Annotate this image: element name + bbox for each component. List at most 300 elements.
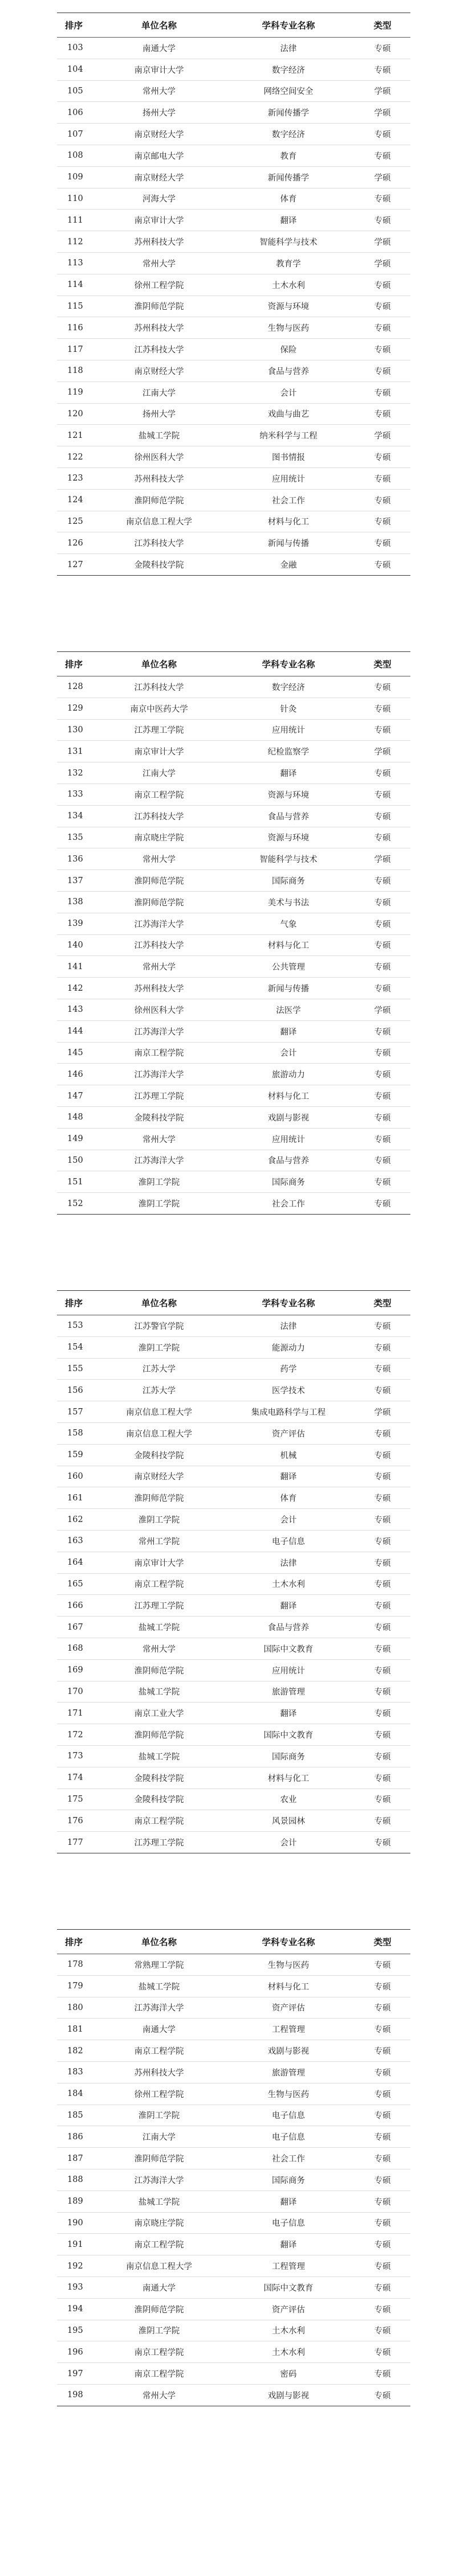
type-cell: 专硕 bbox=[374, 898, 391, 908]
rank-cell: 193 bbox=[67, 2283, 83, 2292]
type-cell: 专硕 bbox=[374, 496, 391, 506]
table-row bbox=[57, 102, 410, 124]
rank-cell: 136 bbox=[67, 854, 83, 864]
table-row bbox=[57, 1531, 410, 1552]
table-row bbox=[57, 1997, 410, 2019]
table-row bbox=[57, 2148, 410, 2169]
rank-cell: 194 bbox=[67, 2304, 83, 2314]
major-name-cell: 数字经济 bbox=[272, 683, 305, 692]
table-row bbox=[57, 676, 410, 698]
type-cell: 专硕 bbox=[374, 726, 391, 736]
major-name-cell: 新闻与传播 bbox=[267, 985, 310, 994]
rank-cell: 148 bbox=[67, 1113, 83, 1122]
rank-cell: 172 bbox=[67, 1730, 83, 1740]
major-name-cell: 翻译 bbox=[280, 216, 297, 226]
major-name-cell: 土木水利 bbox=[272, 281, 305, 290]
major-name-cell: 网络空间安全 bbox=[263, 87, 314, 97]
unit-name-cell: 江苏海洋大学 bbox=[134, 1070, 184, 1080]
rank-cell: 141 bbox=[67, 962, 83, 971]
type-cell: 专硕 bbox=[374, 324, 391, 334]
table-row bbox=[57, 1595, 410, 1617]
rank-header: 排序 bbox=[65, 659, 83, 670]
table-row bbox=[57, 2341, 410, 2363]
major-name-cell: 材料与化工 bbox=[267, 518, 310, 527]
major-name-header: 学科专业名称 bbox=[262, 659, 315, 670]
rank-cell: 168 bbox=[67, 1644, 83, 1654]
major-name-cell: 药学 bbox=[280, 1365, 297, 1375]
type-cell: 专硕 bbox=[374, 2327, 391, 2336]
rank-cell: 107 bbox=[67, 129, 83, 139]
rank-cell: 176 bbox=[67, 1816, 83, 1826]
major-name-cell: 电子信息 bbox=[272, 2133, 305, 2143]
table-row bbox=[57, 1789, 410, 1811]
unit-name-cell: 徐州工程学院 bbox=[134, 2090, 184, 2099]
table-row bbox=[57, 1423, 410, 1445]
unit-name-cell: 江苏海洋大学 bbox=[134, 2004, 184, 2013]
type-cell: 专硕 bbox=[374, 1494, 391, 1504]
rank-cell: 160 bbox=[67, 1471, 83, 1481]
table-row bbox=[57, 1401, 410, 1423]
unit-name-cell: 淮阴师范学院 bbox=[134, 302, 184, 312]
type-cell: 专硕 bbox=[374, 1982, 391, 1992]
rank-cell: 104 bbox=[67, 65, 83, 75]
unit-name-cell: 盐城工学院 bbox=[138, 432, 180, 441]
unit-name-cell: 南京工程学院 bbox=[134, 2241, 184, 2250]
type-cell: 专硕 bbox=[374, 963, 391, 973]
table-row bbox=[57, 511, 410, 533]
major-name-cell: 金融 bbox=[280, 561, 297, 571]
type-cell: 专硕 bbox=[374, 1623, 391, 1633]
type-cell: 专硕 bbox=[374, 2111, 391, 2121]
rank-cell: 121 bbox=[67, 430, 83, 440]
type-cell: 专硕 bbox=[374, 1472, 391, 1482]
table-row bbox=[57, 2277, 410, 2299]
table-row bbox=[57, 532, 410, 554]
rank-cell: 189 bbox=[67, 2197, 83, 2206]
unit-name-cell: 淮阴工学院 bbox=[138, 2327, 180, 2336]
major-name-cell: 旅游管理 bbox=[272, 2068, 305, 2078]
unit-name-cell: 南京工程学院 bbox=[134, 790, 184, 800]
type-cell: 专硕 bbox=[374, 1451, 391, 1461]
unit-name-cell: 徐州工程学院 bbox=[134, 281, 184, 290]
type-cell: 专硕 bbox=[374, 985, 391, 994]
table-row bbox=[57, 848, 410, 870]
unit-name-cell: 南京邮电大学 bbox=[134, 151, 184, 161]
major-name-cell: 土木水利 bbox=[272, 2348, 305, 2358]
major-name-cell: 能源动力 bbox=[272, 1343, 305, 1353]
type-cell: 专硕 bbox=[374, 2155, 391, 2164]
table-row bbox=[57, 1660, 410, 1681]
table-row bbox=[57, 490, 410, 511]
rank-cell: 175 bbox=[67, 1794, 83, 1804]
rank-cell: 177 bbox=[67, 1837, 83, 1847]
major-name-cell: 会计 bbox=[280, 1839, 297, 1848]
rank-cell: 185 bbox=[67, 2110, 83, 2120]
table-row bbox=[57, 2083, 410, 2105]
type-cell: 专硕 bbox=[374, 2047, 391, 2057]
unit-name-cell: 南京工程学院 bbox=[134, 2370, 184, 2380]
unit-name-cell: 淮阴工学院 bbox=[138, 2111, 180, 2121]
major-name-cell: 保险 bbox=[280, 346, 297, 355]
rank-cell: 133 bbox=[67, 790, 83, 799]
unit-name-cell: 南京工程学院 bbox=[134, 1580, 184, 1590]
ranking-table bbox=[57, 1929, 410, 2406]
unit-name-cell: 江苏大学 bbox=[142, 1365, 176, 1375]
unit-name-cell: 常州大学 bbox=[142, 259, 176, 269]
unit-name-header: 单位名称 bbox=[141, 1298, 177, 1308]
type-cell: 专硕 bbox=[374, 2004, 391, 2013]
unit-name-cell: 南京工程学院 bbox=[134, 2348, 184, 2358]
table-row bbox=[57, 698, 410, 720]
rank-cell: 188 bbox=[67, 2175, 83, 2185]
unit-name-header: 单位名称 bbox=[141, 1937, 177, 1947]
table-row bbox=[57, 231, 410, 253]
type-cell: 专硕 bbox=[374, 216, 391, 226]
major-name-cell: 新闻与传播 bbox=[267, 539, 310, 549]
table-row bbox=[57, 2126, 410, 2148]
table-row bbox=[57, 1193, 410, 1215]
type-cell: 专硕 bbox=[374, 2283, 391, 2293]
table-row bbox=[57, 1043, 410, 1064]
unit-name-cell: 南京审计大学 bbox=[134, 748, 184, 757]
rank-cell: 149 bbox=[67, 1134, 83, 1144]
table-header bbox=[57, 1929, 410, 1954]
rank-cell: 196 bbox=[67, 2347, 83, 2357]
rank-cell: 191 bbox=[67, 2239, 83, 2249]
table-row bbox=[57, 1150, 410, 1172]
type-cell: 专硕 bbox=[374, 1731, 391, 1741]
unit-name-cell: 淮阴师范学院 bbox=[134, 877, 184, 887]
major-name-cell: 社会工作 bbox=[272, 2155, 305, 2164]
unit-name-cell: 常州大学 bbox=[142, 963, 176, 973]
table-row bbox=[57, 2320, 410, 2342]
major-name-cell: 土木水利 bbox=[272, 2327, 305, 2336]
table-row bbox=[57, 2062, 410, 2083]
major-name-cell: 翻译 bbox=[280, 2197, 297, 2207]
rank-cell: 150 bbox=[67, 1155, 83, 1165]
rank-cell: 124 bbox=[67, 495, 83, 505]
type-cell: 专硕 bbox=[374, 834, 391, 843]
rank-cell: 161 bbox=[67, 1493, 83, 1503]
type-cell: 专硕 bbox=[374, 2219, 391, 2229]
table-row bbox=[57, 1976, 410, 1997]
major-name-cell: 纳米科学与工程 bbox=[259, 432, 317, 441]
major-name-cell: 图书情报 bbox=[272, 453, 305, 463]
table-row bbox=[57, 2385, 410, 2406]
major-name-cell: 翻译 bbox=[280, 1472, 297, 1482]
rank-cell: 181 bbox=[67, 2024, 83, 2034]
table-row bbox=[57, 382, 410, 404]
rank-cell: 140 bbox=[67, 940, 83, 950]
major-name-cell: 翻译 bbox=[280, 769, 297, 779]
unit-name-cell: 江南大学 bbox=[142, 388, 176, 398]
rank-cell: 131 bbox=[67, 746, 83, 756]
type-cell: 专硕 bbox=[374, 2133, 391, 2143]
type-cell: 专硕 bbox=[374, 1817, 391, 1827]
unit-name-cell: 江苏科技大学 bbox=[134, 812, 184, 822]
type-cell: 专硕 bbox=[374, 1343, 391, 1353]
rank-cell: 197 bbox=[67, 2369, 83, 2378]
rank-cell: 156 bbox=[67, 1385, 83, 1395]
unit-name-cell: 常州大学 bbox=[142, 1135, 176, 1145]
type-cell: 学硕 bbox=[374, 173, 391, 183]
rank-cell: 174 bbox=[67, 1773, 83, 1783]
type-cell: 专硕 bbox=[374, 1113, 391, 1123]
type-cell: 专硕 bbox=[374, 1752, 391, 1762]
unit-name-cell: 河海大学 bbox=[142, 195, 176, 204]
table-row bbox=[57, 1359, 410, 1380]
major-name-cell: 土木水利 bbox=[272, 1580, 305, 1590]
rank-cell: 167 bbox=[67, 1622, 83, 1632]
major-name-cell: 气象 bbox=[280, 920, 297, 929]
major-name-cell: 法律 bbox=[280, 1558, 297, 1568]
rank-cell: 122 bbox=[67, 452, 83, 462]
major-name-cell: 食品与营养 bbox=[267, 1156, 310, 1166]
table-row bbox=[57, 1129, 410, 1150]
unit-name-cell: 苏州科技大学 bbox=[134, 474, 184, 484]
major-name-cell: 新闻传播学 bbox=[267, 109, 310, 118]
unit-name-cell: 淮阴工学院 bbox=[138, 1343, 180, 1353]
rank-cell: 138 bbox=[67, 897, 83, 907]
major-name-cell: 风景园林 bbox=[272, 1817, 305, 1827]
rank-cell: 144 bbox=[67, 1027, 83, 1036]
rank-cell: 169 bbox=[67, 1666, 83, 1675]
major-name-cell: 生物与医药 bbox=[267, 2090, 310, 2099]
unit-name-cell: 江苏科技大学 bbox=[134, 941, 184, 951]
table-row bbox=[57, 1552, 410, 1574]
table-row bbox=[57, 2040, 410, 2062]
major-name-cell: 翻译 bbox=[280, 1602, 297, 1611]
major-name-cell: 法医学 bbox=[276, 1006, 301, 1015]
table-row bbox=[57, 1380, 410, 1401]
rank-header: 排序 bbox=[65, 20, 83, 31]
major-name-cell: 资产评估 bbox=[272, 2305, 305, 2315]
type-cell: 学硕 bbox=[374, 1408, 391, 1418]
table-header bbox=[57, 13, 410, 38]
unit-name-cell: 南京财经大学 bbox=[134, 367, 184, 376]
ranking-table bbox=[57, 13, 410, 576]
major-name-cell: 旅游动力 bbox=[272, 1070, 305, 1080]
unit-name-cell: 常熟理工学院 bbox=[134, 1960, 184, 1970]
major-name-cell: 应用统计 bbox=[272, 1135, 305, 1145]
rank-cell: 145 bbox=[67, 1048, 83, 1057]
type-cell: 专硕 bbox=[374, 812, 391, 822]
unit-name-cell: 淮阴师范学院 bbox=[134, 496, 184, 506]
unit-name-cell: 淮阴工学院 bbox=[138, 1516, 180, 1525]
unit-name-cell: 江苏理工学院 bbox=[134, 1602, 184, 1611]
unit-name-cell: 扬州大学 bbox=[142, 410, 176, 420]
unit-name-cell: 南京信息工程大学 bbox=[126, 1408, 192, 1418]
unit-name-cell: 南京工业大学 bbox=[134, 1709, 184, 1719]
unit-name-cell: 南通大学 bbox=[142, 44, 176, 54]
table-row bbox=[57, 425, 410, 446]
table-row bbox=[57, 2105, 410, 2127]
rank-cell: 163 bbox=[67, 1536, 83, 1546]
table-row bbox=[57, 1832, 410, 1853]
unit-name-cell: 金陵科技学院 bbox=[134, 1774, 184, 1783]
type-cell: 专硕 bbox=[374, 2197, 391, 2207]
rank-cell: 117 bbox=[67, 344, 83, 354]
table-row bbox=[57, 913, 410, 935]
unit-name-cell: 淮阴师范学院 bbox=[134, 1731, 184, 1741]
unit-name-cell: 南京审计大学 bbox=[134, 216, 184, 226]
rank-cell: 116 bbox=[67, 323, 83, 333]
rank-cell: 155 bbox=[67, 1364, 83, 1373]
type-cell: 学硕 bbox=[374, 1006, 391, 1015]
major-name-cell: 资产评估 bbox=[272, 1429, 305, 1439]
type-cell: 学硕 bbox=[374, 109, 391, 118]
unit-name-cell: 南京晓庄学院 bbox=[134, 834, 184, 843]
major-name-cell: 教育学 bbox=[276, 259, 301, 269]
ranking-table bbox=[57, 1290, 410, 1853]
table-row bbox=[57, 762, 410, 784]
major-name-cell: 教育 bbox=[280, 151, 297, 161]
rank-cell: 151 bbox=[67, 1177, 83, 1187]
major-name-cell: 针灸 bbox=[280, 704, 297, 714]
type-cell: 专硕 bbox=[374, 388, 391, 398]
unit-name-cell: 江苏理工学院 bbox=[134, 1092, 184, 1102]
type-cell: 专硕 bbox=[374, 65, 391, 75]
major-name-cell: 应用统计 bbox=[272, 1666, 305, 1676]
type-cell: 专硕 bbox=[374, 1070, 391, 1080]
type-cell: 专硕 bbox=[374, 410, 391, 420]
major-name-cell: 法律 bbox=[280, 1322, 297, 1331]
rank-cell: 130 bbox=[67, 725, 83, 735]
type-cell: 专硕 bbox=[374, 1537, 391, 1547]
table-row bbox=[57, 1171, 410, 1193]
table-row bbox=[57, 720, 410, 741]
major-name-cell: 国际商务 bbox=[272, 1752, 305, 1762]
unit-name-cell: 南京信息工程大学 bbox=[126, 2262, 192, 2272]
table-header bbox=[57, 1290, 410, 1315]
major-name-cell: 农业 bbox=[280, 1795, 297, 1805]
unit-name-cell: 南京审计大学 bbox=[134, 65, 184, 75]
table-row bbox=[57, 2019, 410, 2040]
rank-cell: 180 bbox=[67, 2003, 83, 2012]
rank-cell: 170 bbox=[67, 1687, 83, 1696]
type-cell: 专硕 bbox=[374, 1960, 391, 1970]
major-name-cell: 机械 bbox=[280, 1451, 297, 1461]
type-cell: 专硕 bbox=[374, 769, 391, 779]
type-cell: 专硕 bbox=[374, 790, 391, 800]
table-header bbox=[57, 651, 410, 676]
unit-name-cell: 苏州科技大学 bbox=[134, 2068, 184, 2078]
unit-name-cell: 徐州医科大学 bbox=[134, 1006, 184, 1015]
type-cell: 专硕 bbox=[374, 474, 391, 484]
unit-name-cell: 南京工程学院 bbox=[134, 1817, 184, 1827]
major-name-cell: 数字经济 bbox=[272, 130, 305, 140]
table-row bbox=[57, 210, 410, 231]
rank-cell: 179 bbox=[67, 1982, 83, 1991]
major-name-cell: 国际中文教育 bbox=[263, 2283, 314, 2293]
unit-name-cell: 盐城工学院 bbox=[138, 1623, 180, 1633]
rank-cell: 111 bbox=[67, 215, 83, 225]
rank-cell: 166 bbox=[67, 1601, 83, 1610]
type-cell: 专硕 bbox=[374, 2241, 391, 2250]
major-name-cell: 社会工作 bbox=[272, 496, 305, 506]
rank-cell: 171 bbox=[67, 1708, 83, 1718]
major-name-cell: 电子信息 bbox=[272, 1537, 305, 1547]
rank-cell: 139 bbox=[67, 919, 83, 929]
major-name-header: 学科专业名称 bbox=[262, 1298, 315, 1308]
unit-name-cell: 江苏理工学院 bbox=[134, 726, 184, 736]
major-name-cell: 国际中文教育 bbox=[263, 1731, 314, 1741]
rank-cell: 103 bbox=[67, 43, 83, 53]
unit-name-cell: 常州工学院 bbox=[138, 1537, 180, 1547]
rank-cell: 126 bbox=[67, 538, 83, 548]
unit-name-cell: 金陵科技学院 bbox=[134, 1113, 184, 1123]
rank-cell: 164 bbox=[67, 1558, 83, 1568]
table-row bbox=[57, 1337, 410, 1359]
table-row bbox=[57, 1021, 410, 1043]
rank-cell: 114 bbox=[67, 280, 83, 290]
table-row bbox=[57, 1085, 410, 1107]
type-cell: 专硕 bbox=[374, 346, 391, 355]
type-cell: 专硕 bbox=[374, 1558, 391, 1568]
table-row bbox=[57, 468, 410, 490]
table-row bbox=[57, 1445, 410, 1466]
rank-cell: 105 bbox=[67, 86, 83, 96]
rank-cell: 186 bbox=[67, 2132, 83, 2142]
rank-cell: 152 bbox=[67, 1199, 83, 1208]
table-row bbox=[57, 124, 410, 145]
type-cell: 学硕 bbox=[374, 259, 391, 269]
type-header: 类型 bbox=[373, 659, 392, 670]
major-name-cell: 资产评估 bbox=[272, 2004, 305, 2013]
rank-cell: 108 bbox=[67, 151, 83, 161]
major-name-cell: 生物与医药 bbox=[267, 324, 310, 334]
type-cell: 专硕 bbox=[374, 2068, 391, 2078]
table-row bbox=[57, 784, 410, 806]
type-cell: 专硕 bbox=[374, 2305, 391, 2315]
table-row bbox=[57, 1509, 410, 1531]
type-cell: 专硕 bbox=[374, 1027, 391, 1037]
unit-name-cell: 徐州医科大学 bbox=[134, 453, 184, 463]
table-row bbox=[57, 1681, 410, 1703]
unit-name-cell: 南京工程学院 bbox=[134, 1049, 184, 1059]
rank-cell: 135 bbox=[67, 832, 83, 842]
unit-name-cell: 淮阴工学院 bbox=[138, 1200, 180, 1209]
type-cell: 学硕 bbox=[374, 238, 391, 248]
table-row bbox=[57, 870, 410, 892]
type-cell: 专硕 bbox=[374, 1156, 391, 1166]
major-name-cell: 翻译 bbox=[280, 1709, 297, 1719]
table-row bbox=[57, 1746, 410, 1767]
rank-cell: 183 bbox=[67, 2068, 83, 2077]
major-name-cell: 智能科学与技术 bbox=[259, 238, 317, 248]
unit-name-cell: 南京财经大学 bbox=[134, 130, 184, 140]
type-cell: 专硕 bbox=[374, 1666, 391, 1676]
type-cell: 专硕 bbox=[374, 1092, 391, 1102]
table-row bbox=[57, 296, 410, 318]
rank-cell: 195 bbox=[67, 2325, 83, 2335]
unit-name-cell: 江南大学 bbox=[142, 2133, 176, 2143]
unit-name-cell: 南通大学 bbox=[142, 2025, 176, 2035]
table-row bbox=[57, 1954, 410, 1976]
rank-header: 排序 bbox=[65, 1937, 83, 1947]
unit-name-header: 单位名称 bbox=[141, 20, 177, 31]
major-name-cell: 资源与环境 bbox=[267, 790, 310, 800]
table-row bbox=[57, 253, 410, 274]
major-name-cell: 戏剧与影视 bbox=[267, 1113, 310, 1123]
table-row bbox=[57, 554, 410, 576]
rank-cell: 187 bbox=[67, 2153, 83, 2163]
type-cell: 专硕 bbox=[374, 453, 391, 463]
table-row bbox=[57, 1466, 410, 1488]
type-cell: 学硕 bbox=[374, 748, 391, 757]
table-row bbox=[57, 999, 410, 1021]
rank-cell: 119 bbox=[67, 388, 83, 397]
